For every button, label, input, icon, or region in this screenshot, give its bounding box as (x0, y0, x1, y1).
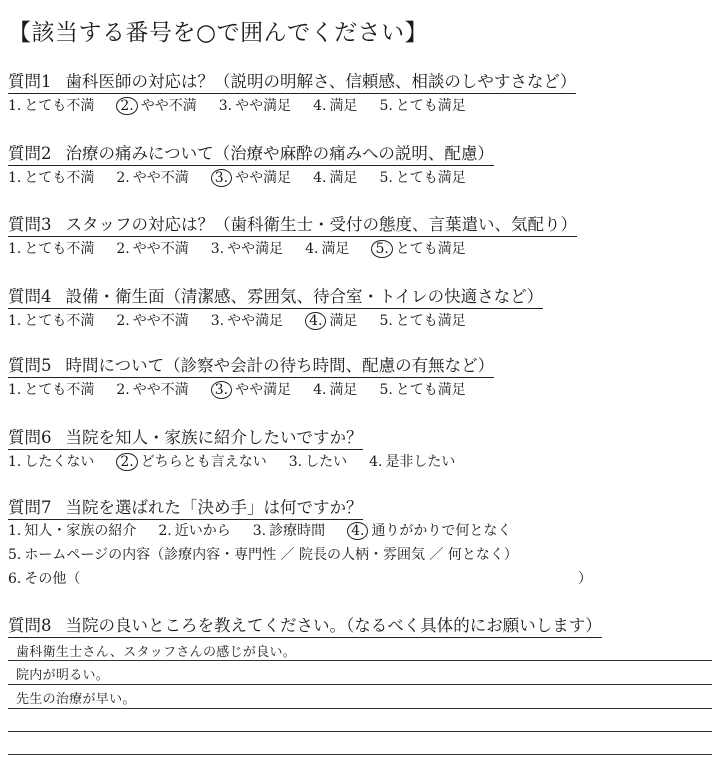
question-6-options (8, 451, 477, 471)
option[interactable]: 3. やや満足 (218, 98, 292, 114)
option[interactable]: 2. やや不満 (116, 170, 189, 186)
handwritten-answer-2: 院内が明るい。 (16, 668, 110, 683)
question-text: 歯科医師の対応は？（説明の明解さ、信頼感、相談のしやすさなど） (65, 72, 577, 91)
question-text: スタッフの対応は？（歯科衛生士・受付の態度、言葉遣い、気配り） (65, 215, 577, 234)
question-number: 質問6 (8, 428, 52, 447)
answer-line (8, 754, 712, 755)
question-number: 質問1 (8, 72, 52, 91)
selection-circle: 4. (347, 522, 368, 540)
selection-circle: 4. (305, 312, 326, 330)
option[interactable]: 4. 満足 (305, 241, 350, 257)
option-selected[interactable]: 3. やや満足 (211, 167, 291, 187)
other-close-paren: ） (578, 571, 592, 587)
question-7-option-6[interactable]: 6. その他（ (8, 571, 81, 587)
option[interactable]: 5. とても満足 (379, 382, 466, 398)
question-3 (8, 211, 577, 237)
option[interactable]: 5. とても満足 (379, 98, 466, 114)
question-number: 質問3 (8, 215, 52, 234)
question-number: 質問8 (8, 616, 52, 635)
question-text: 当院の良いところを教えてください。（なるべく具体的にお願いします） (65, 616, 602, 635)
question-text: 時間について（診察や会計の待ち時間、配慮の有無など） (65, 356, 495, 375)
selection-circle: 3. (211, 169, 232, 187)
question-1-options (8, 95, 488, 115)
option[interactable]: 4. 是非したい (369, 454, 456, 470)
option[interactable]: 3. したい (288, 454, 348, 470)
answer-line (8, 684, 712, 685)
question-4 (8, 283, 543, 309)
option[interactable]: 5. とても満足 (379, 170, 466, 186)
selection-circle: 3. (211, 381, 232, 399)
handwritten-answer-1: 歯科衛生士さん、スタッフさんの感じが良い。 (16, 645, 297, 660)
option[interactable]: 4. 満足 (313, 98, 358, 114)
option[interactable]: 1. とても不満 (8, 313, 95, 329)
question-3-options (8, 238, 488, 258)
question-5 (8, 352, 494, 378)
question-4-options (8, 310, 488, 330)
option[interactable]: 3. やや満足 (210, 241, 284, 257)
question-number: 質問5 (8, 356, 52, 375)
question-number: 質問4 (8, 287, 52, 306)
option-selected[interactable]: 2. やや不満 (116, 95, 196, 115)
question-2 (8, 140, 494, 166)
question-1 (8, 68, 576, 94)
option[interactable]: 4. 満足 (313, 170, 358, 186)
question-text: 治療の痛みについて（治療や麻酔の痛みへの説明、配慮） (65, 144, 494, 163)
option[interactable]: 2. やや不満 (116, 313, 189, 329)
option[interactable]: 5. とても満足 (379, 313, 466, 329)
option[interactable]: 1. したくない (8, 454, 95, 470)
question-text: 当院を知人・家族に紹介したいですか？ (65, 428, 363, 447)
question-6 (8, 424, 363, 450)
option[interactable]: 3. 診療時間 (252, 523, 326, 539)
handwritten-answer-3: 先生の治療が早い。 (16, 692, 136, 707)
question-5-options (8, 379, 488, 399)
option[interactable]: 1. とても不満 (8, 241, 95, 257)
option[interactable]: 1. とても不満 (8, 382, 95, 398)
option-selected[interactable]: 3. やや満足 (211, 379, 291, 399)
option-selected[interactable]: 2. どちらとも言えない (116, 451, 266, 471)
option[interactable]: 1. 知人・家族の紹介 (8, 523, 137, 539)
question-8 (8, 612, 602, 638)
option[interactable]: 1. とても不満 (8, 170, 95, 186)
option-selected[interactable]: 4. 通りがかりで何となく (347, 520, 511, 540)
selection-circle: 5. (371, 240, 392, 258)
option[interactable]: 1. とても不満 (8, 98, 95, 114)
option[interactable]: 2. 近いから (158, 523, 231, 539)
option[interactable]: 2. やや不満 (116, 241, 189, 257)
selection-circle: 2. (116, 97, 137, 115)
question-2-options (8, 167, 488, 187)
option[interactable]: 4. 満足 (313, 382, 358, 398)
question-text: 当院を選ばれた「決め手」は何ですか？ (65, 498, 363, 517)
question-text: 設備・衛生面（清潔感、雰囲気、待合室・トイレの快適さなど） (65, 287, 544, 306)
question-7-option-5[interactable]: 5. ホームページの内容（診療内容・専門性 ／ 院長の人柄・雰囲気 ／ 何となく） (8, 547, 518, 563)
question-number: 質問7 (8, 498, 52, 517)
option[interactable]: 3. やや満足 (210, 313, 284, 329)
option[interactable]: 2. やや不満 (116, 382, 189, 398)
option-selected[interactable]: 5. とても満足 (371, 238, 465, 258)
selection-circle: 2. (116, 453, 137, 471)
answer-line (8, 731, 712, 732)
question-number: 質問2 (8, 144, 52, 163)
answer-line (8, 660, 712, 661)
form-title: 【該当する番号を○で囲んでください】 (8, 20, 429, 46)
answer-line (8, 708, 712, 709)
option-selected[interactable]: 4. 満足 (305, 310, 357, 330)
question-7 (8, 494, 363, 520)
question-7-options (8, 520, 533, 540)
